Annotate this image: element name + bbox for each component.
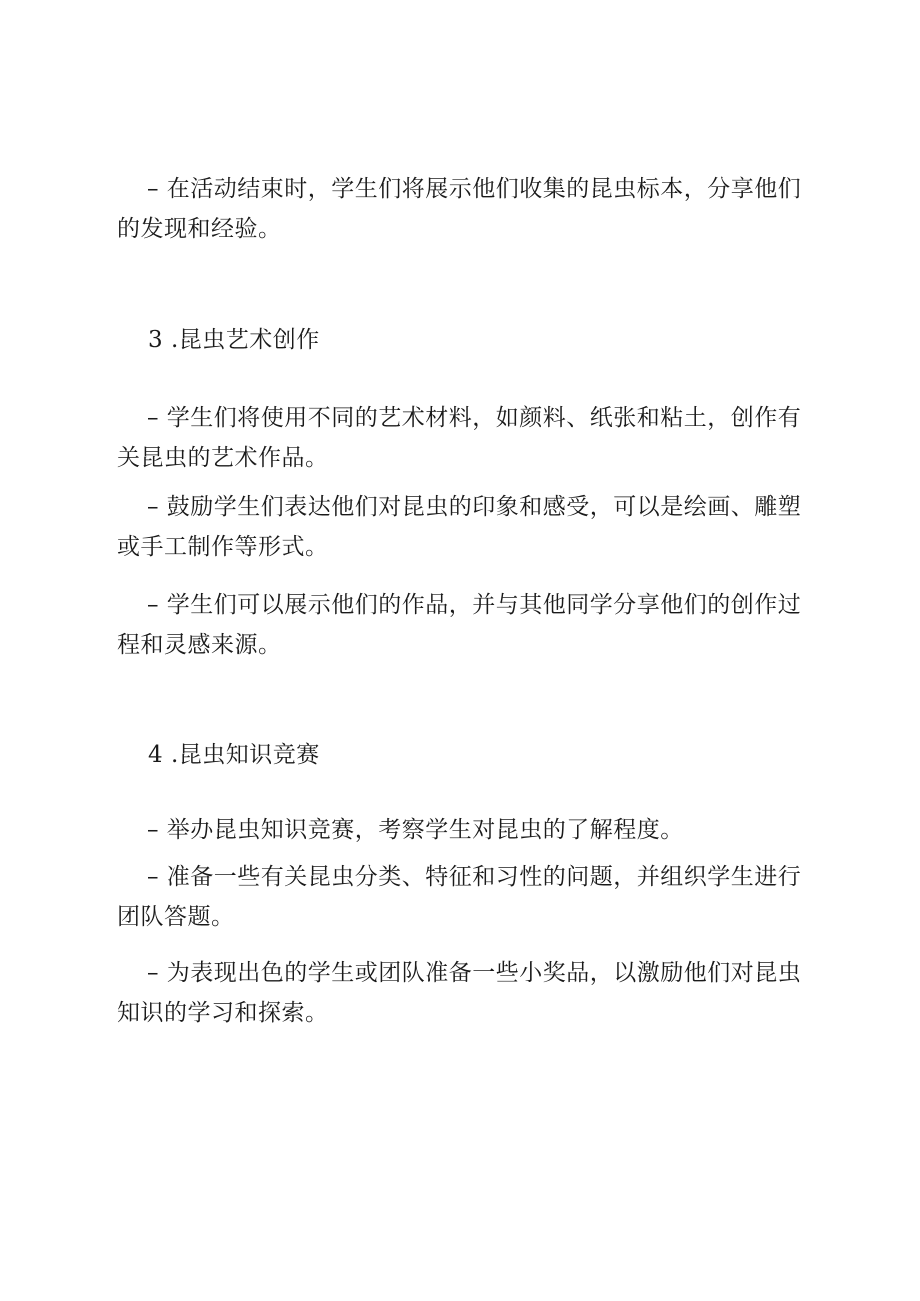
paragraph: – 举办昆虫知识竞赛，考察学生对昆虫的了解程度。: [147, 817, 684, 843]
section-heading: 3 .昆虫艺术创作: [148, 327, 320, 353]
paragraph: – 学生们将使用不同的艺术材料，如颜料、纸张和粘土，创作有关昆虫的艺术作品。: [117, 405, 802, 471]
paragraph: – 为表现出色的学生或团队准备一些小奖品，以激励他们对昆虫知识的学习和探索。: [117, 960, 802, 1026]
paragraph: – 在活动结束时，学生们将展示他们收集的昆虫标本，分享他们的发现和经验。: [117, 176, 802, 242]
section-heading: 4 .昆虫知识竞赛: [148, 742, 320, 768]
paragraph: – 准备一些有关昆虫分类、特征和习性的问题，并组织学生进行团队答题。: [117, 864, 802, 930]
paragraph: – 鼓励学生们表达他们对昆虫的印象和感受，可以是绘画、雕塑或手工制作等形式。: [117, 494, 802, 560]
paragraph: – 学生们可以展示他们的作品，并与其他同学分享他们的创作过程和灵感来源。: [117, 592, 802, 658]
